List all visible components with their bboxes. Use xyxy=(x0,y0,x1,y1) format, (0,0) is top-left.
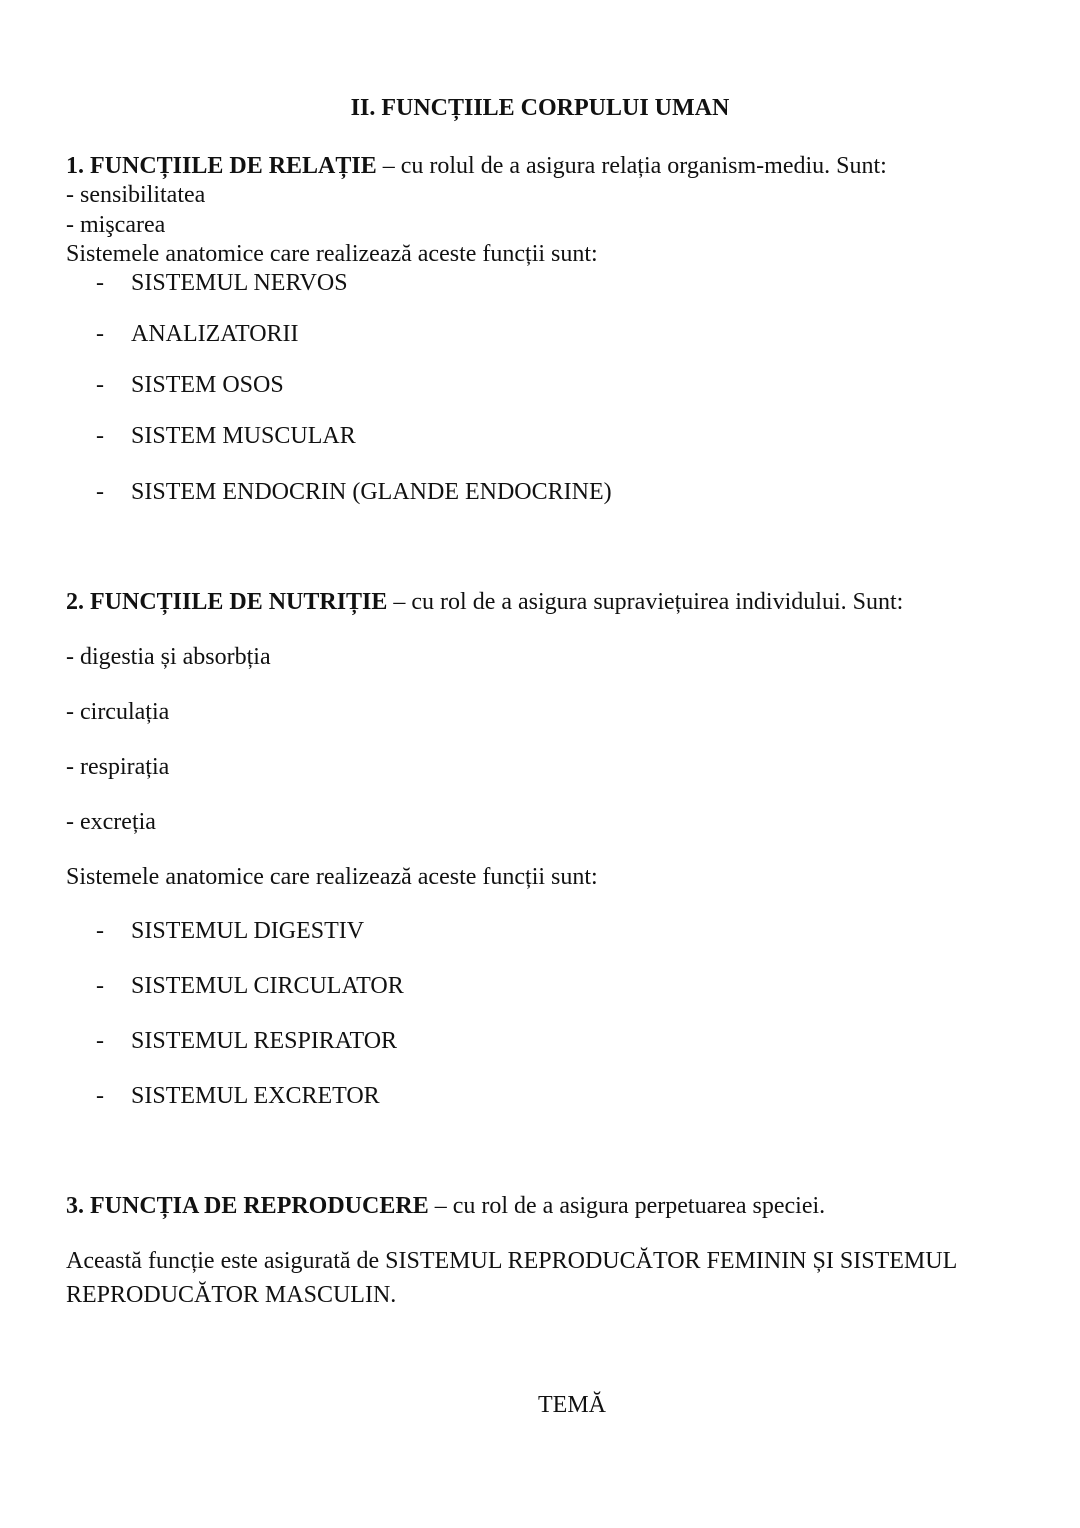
section1-intro: – cu rolul de a asigura relația organism-mediu. Sunt: xyxy=(376,153,887,179)
section2-function-1: - circulația xyxy=(66,699,170,725)
section1-heading-line xyxy=(66,152,887,181)
bullet-dash: - xyxy=(96,918,104,944)
section2-system-label: SISTEMUL DIGESTIV xyxy=(131,918,365,944)
section1-system-label: ANALIZATORII xyxy=(131,321,299,347)
section2-function-3: - excreția xyxy=(66,809,156,835)
section3-heading: 3. FUNCȚIA DE REPRODUCERE xyxy=(66,1193,429,1219)
section1-systems-intro: Sistemele anatomice care realizează aceste funcții sunt: xyxy=(66,241,598,267)
section3-body-line1: Această funcție este asigurată de SISTEMUL REPRODUCĂTOR FEMININ ȘI SISTEMUL xyxy=(66,1248,958,1274)
section3-body-line2: REPRODUCĂTOR MASCULIN. xyxy=(66,1282,397,1308)
footer-tema: TEMĂ xyxy=(538,1392,606,1418)
bullet-dash: - xyxy=(96,973,104,999)
section1-function-1: - mişcarea xyxy=(66,212,166,238)
bullet-dash: - xyxy=(96,372,104,398)
section2-function-2: - respirația xyxy=(66,754,170,780)
bullet-dash: - xyxy=(96,321,104,347)
page-title: II. FUNCȚIILE CORPULUI UMAN xyxy=(350,95,730,121)
bullet-dash: - xyxy=(96,1083,104,1109)
section2-heading-line xyxy=(66,588,903,617)
section1-heading: 1. FUNCȚIILE DE RELAȚIE xyxy=(66,153,377,179)
bullet-dash: - xyxy=(96,270,104,296)
bullet-dash: - xyxy=(96,479,104,505)
section2-heading: 2. FUNCȚIILE DE NUTRIȚIE xyxy=(66,589,388,615)
section1-system-label: SISTEM OSOS xyxy=(131,372,284,398)
section1-system-label: SISTEM MUSCULAR xyxy=(131,423,356,449)
section2-system-label: SISTEMUL EXCRETOR xyxy=(131,1083,380,1109)
section2-systems-intro: Sistemele anatomice care realizează aceste funcții sunt: xyxy=(66,864,598,890)
section2-system-label: SISTEMUL CIRCULATOR xyxy=(131,973,404,999)
section1-function-0: - sensibilitatea xyxy=(66,182,206,208)
section1-system-label: SISTEM ENDOCRIN (GLANDE ENDOCRINE) xyxy=(131,479,612,505)
section2-function-0: - digestia și absorbția xyxy=(66,644,271,670)
section1-system-label: SISTEMUL NERVOS xyxy=(131,270,348,296)
section3-heading-line xyxy=(66,1192,825,1221)
bullet-dash: - xyxy=(96,1028,104,1054)
section2-system-label: SISTEMUL RESPIRATOR xyxy=(131,1028,398,1054)
section3-intro: – cu rol de a asigura perpetuarea speciei. xyxy=(428,1193,826,1219)
bullet-dash: - xyxy=(96,423,104,449)
section2-intro: – cu rol de a asigura supraviețuirea individului. Sunt: xyxy=(387,589,904,615)
